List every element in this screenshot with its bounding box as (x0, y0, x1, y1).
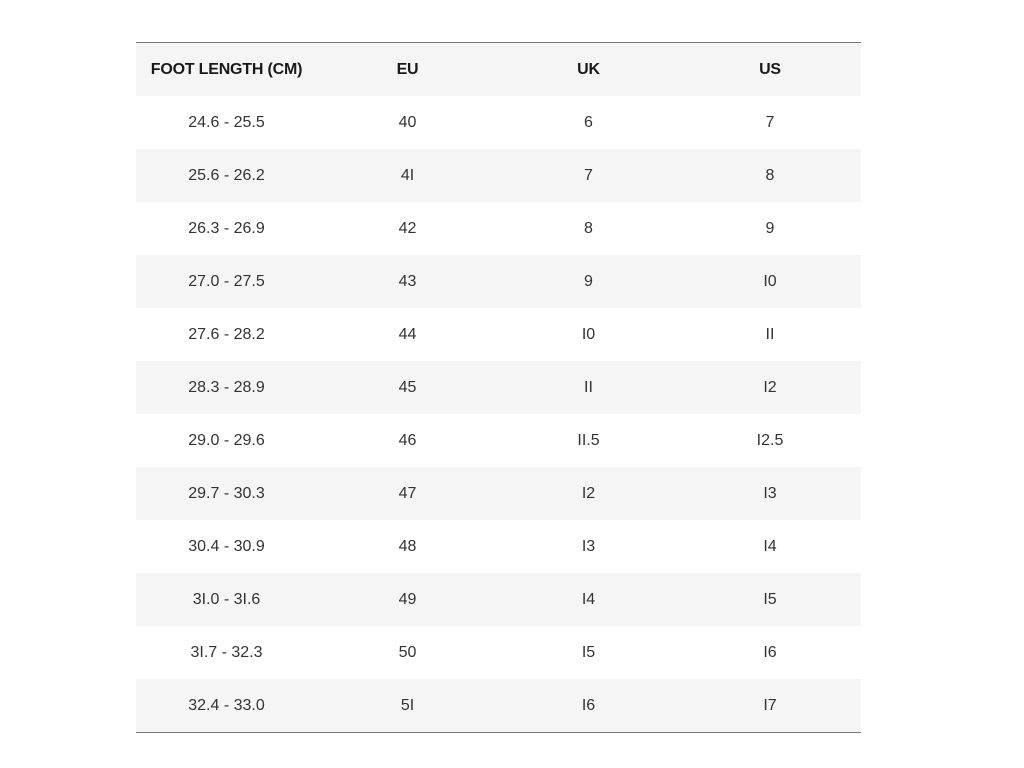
us-size-cell: I7 (763, 696, 777, 714)
table-row (136, 679, 861, 733)
us-size-cell: 8 (765, 166, 775, 184)
eu-size-cell: 44 (398, 325, 417, 343)
uk-size-cell: II (584, 378, 593, 396)
eu-size-cell: 43 (398, 272, 417, 290)
eu-size-cell: 46 (398, 431, 417, 449)
eu-size-cell: 49 (398, 590, 417, 608)
us-size-cell: I2.5 (756, 431, 784, 449)
foot-length-cell: 26.3 - 26.9 (188, 219, 265, 237)
table-row (136, 255, 861, 308)
uk-size-cell: I2 (581, 484, 596, 502)
eu-size-cell: 40 (398, 113, 417, 131)
foot-length-cell: 32.4 - 33.0 (188, 696, 265, 714)
foot-length-cell: 3I.0 - 3I.6 (192, 590, 261, 608)
uk-size-cell: I5 (581, 643, 596, 661)
table-row (136, 573, 861, 626)
table-row (136, 361, 861, 414)
us-size-cell: I5 (763, 590, 777, 608)
us-size-cell: I4 (763, 537, 777, 555)
header-row (136, 43, 861, 97)
uk-size-cell: I4 (581, 590, 596, 608)
header-eu: EU (396, 60, 419, 78)
us-size-cell: II (765, 325, 775, 343)
table-row (136, 149, 861, 202)
us-size-cell: I2 (763, 378, 777, 396)
eu-size-cell: 47 (398, 484, 417, 502)
eu-size-cell: 4I (400, 166, 415, 184)
foot-length-cell: 27.6 - 28.2 (188, 325, 265, 343)
uk-size-cell: 7 (584, 166, 593, 184)
table-row (136, 202, 861, 255)
table-row (136, 414, 861, 467)
header-foot-length: FOOT LENGTH (CM) (150, 60, 303, 78)
table-row (136, 626, 861, 679)
table-header (136, 43, 861, 97)
us-size-cell: I6 (763, 643, 777, 661)
eu-size-cell: 45 (398, 378, 417, 396)
us-size-cell: I0 (763, 272, 777, 290)
foot-length-cell: 24.6 - 25.5 (188, 113, 265, 131)
eu-size-cell: 42 (398, 219, 417, 237)
us-size-cell: 7 (765, 113, 775, 131)
eu-size-cell: 48 (398, 537, 417, 555)
eu-size-cell: 50 (398, 643, 417, 661)
foot-length-cell: 27.0 - 27.5 (188, 272, 265, 290)
uk-size-cell: 8 (584, 219, 593, 237)
uk-size-cell: I0 (581, 325, 596, 343)
foot-length-cell: 29.0 - 29.6 (188, 431, 265, 449)
uk-size-cell: I3 (581, 537, 596, 555)
uk-size-cell: I6 (581, 696, 596, 714)
us-size-cell: I3 (763, 484, 777, 502)
us-size-cell: 9 (765, 219, 775, 237)
foot-length-cell: 3I.7 - 32.3 (190, 643, 263, 661)
uk-size-cell: 6 (584, 113, 593, 131)
foot-length-cell: 28.3 - 28.9 (188, 378, 265, 396)
header-uk: UK (577, 60, 600, 78)
foot-length-cell: 30.4 - 30.9 (188, 537, 265, 555)
table-row (136, 467, 861, 520)
uk-size-cell: 9 (584, 272, 593, 290)
table-row (136, 520, 861, 573)
size-chart-table (136, 42, 861, 733)
foot-length-cell: 29.7 - 30.3 (188, 484, 265, 502)
foot-length-cell: 25.6 - 26.2 (188, 166, 265, 184)
uk-size-cell: II.5 (577, 431, 600, 449)
eu-size-cell: 5I (400, 696, 415, 714)
header-us: US (759, 60, 781, 78)
table-body (136, 96, 861, 733)
table-row (136, 96, 861, 149)
table-row (136, 308, 861, 361)
